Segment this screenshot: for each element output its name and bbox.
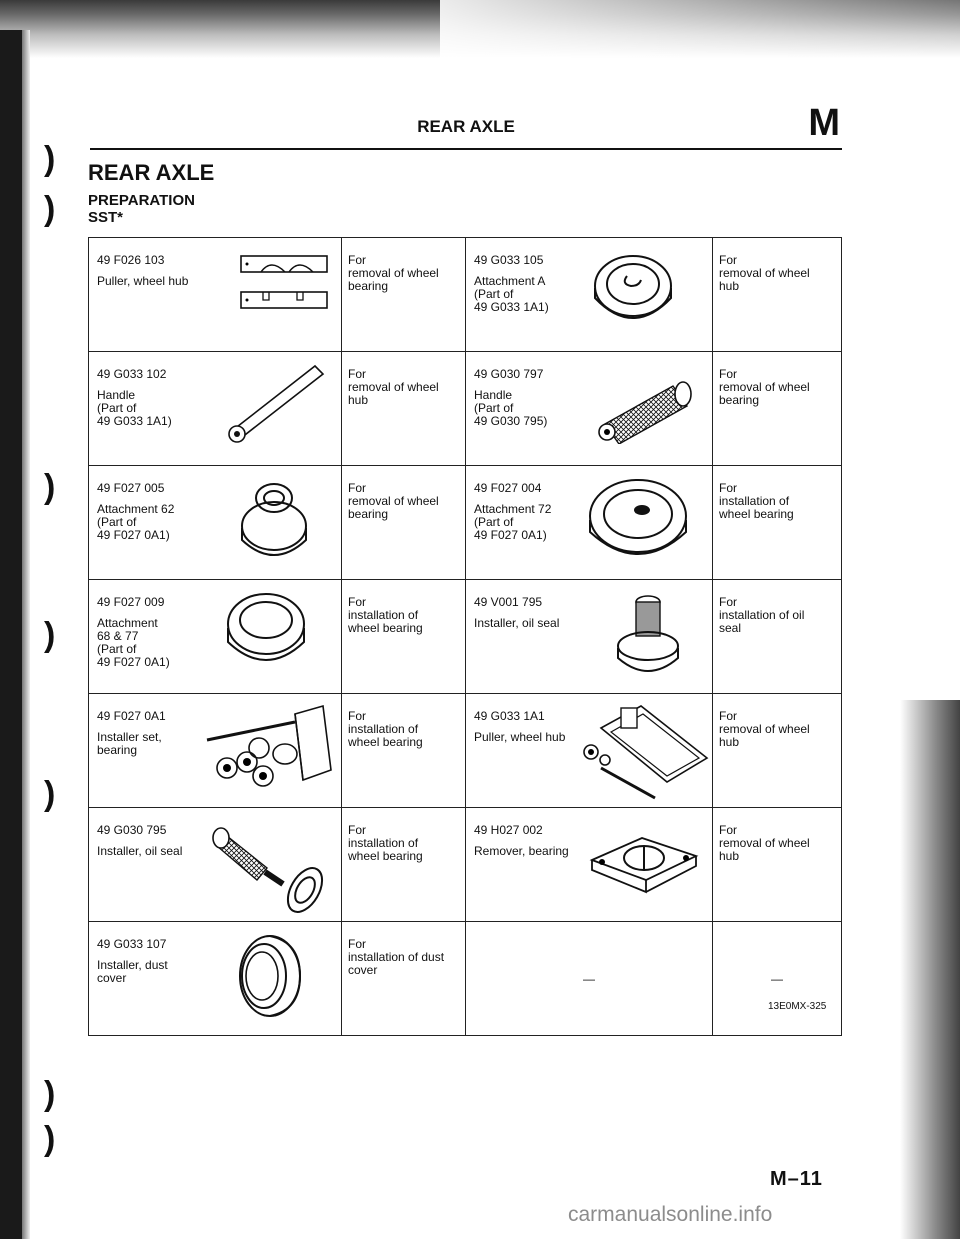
purpose-line: installation of oil: [719, 608, 805, 622]
tool-name-line: Puller, wheel hub: [474, 730, 566, 744]
part-number: 49 F026 103: [97, 253, 165, 267]
purpose-cell: [342, 238, 466, 352]
purpose-line: For: [719, 823, 737, 837]
purpose-line: removal of wheel: [719, 836, 810, 850]
tool-cell: [466, 352, 713, 466]
purpose-cell: [342, 808, 466, 922]
purpose-line: bearing: [348, 507, 389, 521]
tool-name-line: Attachment A: [474, 274, 546, 288]
purpose-line: cover: [348, 963, 378, 977]
watermark: carmanualsonline.info: [568, 1203, 773, 1226]
purpose-line: For: [348, 367, 366, 381]
purpose-line: For: [348, 709, 366, 723]
header-title: REAR AXLE: [417, 117, 515, 136]
table-row: [89, 352, 842, 466]
purpose-cell: [713, 580, 842, 694]
attachment-cup-large-icon: [586, 474, 690, 570]
part-number: 49 F027 005: [97, 481, 165, 495]
tool-cell-empty: —: [466, 922, 713, 1036]
binder-ring-icon: ): [44, 775, 56, 813]
purpose-line: removal of wheel: [348, 494, 439, 508]
sst-table: [88, 237, 842, 1036]
tool-name-line: (Part of: [97, 642, 137, 656]
binder-ring-icon: ): [44, 468, 56, 506]
tool-name-line: 68 & 77: [97, 629, 139, 643]
tool-cell: [466, 694, 713, 808]
tool-name-line: Installer set,: [97, 730, 162, 744]
binder-edge: [0, 30, 22, 1239]
binder-ring-icon: ): [44, 1075, 56, 1113]
purpose-line: removal of wheel: [719, 722, 810, 736]
tool-cell: [466, 238, 713, 352]
purpose-line: seal: [719, 621, 742, 635]
binder-ring-icon: ): [44, 1120, 56, 1158]
purpose-cell: [713, 238, 842, 352]
wheel-hub-puller-icon: [239, 250, 331, 314]
purpose-cell: [342, 922, 466, 1036]
part-number: 49 G030 797: [474, 367, 544, 381]
tool-cell: [89, 580, 342, 694]
purpose-cell: [342, 352, 466, 466]
purpose-line: installation of: [348, 608, 419, 622]
table-row: [89, 580, 842, 694]
oil-seal-installer-icon: [616, 590, 686, 680]
tool-name-line: (Part of: [474, 515, 514, 529]
table-row: [89, 808, 842, 922]
part-number: 49 F027 0A1: [97, 709, 166, 723]
binder-gap: [22, 30, 30, 1239]
tool-name-line: 49 F027 0A1): [97, 528, 170, 542]
section-subheading: PREPARATION SST*: [88, 192, 195, 226]
purpose-line: hub: [719, 849, 740, 863]
scan-right-shadow: [900, 700, 960, 1239]
purpose-line: installation of: [719, 494, 790, 508]
tool-cell: [89, 466, 342, 580]
purpose-line: removal of wheel: [348, 266, 439, 280]
purpose-line: installation of: [348, 836, 419, 850]
table-row: [89, 694, 842, 808]
purpose-line: For: [719, 481, 737, 495]
tool-name-line: Attachment: [97, 616, 158, 630]
tool-name-line: 49 G033 1A1): [97, 414, 172, 428]
tool-name-line: 49 G033 1A1): [474, 300, 549, 314]
knurled-handle-icon: [591, 372, 701, 444]
tool-name-line: (Part of: [97, 515, 137, 529]
figure-reference: 13E0MX-325: [768, 1001, 827, 1012]
tool-cell: [89, 922, 342, 1036]
purpose-cell: [342, 580, 466, 694]
part-number: 49 G033 102: [97, 367, 167, 381]
tool-name-line: Attachment 62: [97, 502, 175, 516]
tool-name-line: 49 F027 0A1): [474, 528, 547, 542]
purpose-cell: [713, 694, 842, 808]
tool-name-line: (Part of: [97, 401, 137, 415]
tool-cell: [89, 694, 342, 808]
hub-puller-assembly-icon: [581, 698, 711, 802]
tool-name-line: 49 F027 0A1): [97, 655, 170, 669]
page-title: REAR AXLE: [88, 160, 215, 185]
purpose-line: For: [348, 937, 366, 951]
tool-name-line: 49 G030 795): [474, 414, 548, 428]
tool-cell: [89, 808, 342, 922]
table-row: [89, 922, 842, 1036]
tool-name-line: Handle: [474, 388, 513, 402]
tool-cell: [89, 352, 342, 466]
part-number: 49 G030 795: [97, 823, 167, 837]
part-number: 49 G033 1A1: [474, 709, 545, 723]
bearing-remover-icon: [586, 816, 702, 912]
purpose-line: For: [348, 253, 366, 267]
part-number: 49 H027 002: [474, 823, 543, 837]
purpose-cell: [713, 352, 842, 466]
purpose-cell: [713, 808, 842, 922]
tool-name-line: Installer, oil seal: [97, 844, 183, 858]
purpose-cell: [342, 694, 466, 808]
purpose-line: For: [348, 823, 366, 837]
purpose-line: For: [719, 595, 737, 609]
purpose-cell-empty: —: [713, 922, 842, 1036]
tool-name-line: Puller, wheel hub: [97, 274, 189, 288]
attachment-ring-icon: [591, 248, 675, 332]
purpose-line: hub: [348, 393, 369, 407]
purpose-line: bearing: [348, 279, 389, 293]
section-letter: M: [808, 102, 840, 144]
handle-bar-icon: [219, 360, 331, 446]
tool-cell: [89, 238, 342, 352]
tool-name-line: Installer, oil seal: [474, 616, 560, 630]
running-header: [90, 102, 842, 150]
tool-name-line: cover: [97, 971, 127, 985]
purpose-line: removal of wheel: [348, 380, 439, 394]
part-number: 49 F027 009: [97, 595, 165, 609]
tool-name-line: (Part of: [474, 287, 514, 301]
part-number: 49 V001 795: [474, 595, 543, 609]
tool-name-line: Attachment 72: [474, 502, 552, 516]
purpose-line: hub: [719, 735, 740, 749]
tool-name-line: Handle: [97, 388, 136, 402]
attachment-dome-icon: [224, 590, 308, 674]
table-row: [89, 466, 842, 580]
purpose-line: installation of dust: [348, 950, 445, 964]
dust-cover-installer-icon: [224, 930, 308, 1026]
tool-name-line: Remover, bearing: [474, 844, 569, 858]
purpose-line: For: [719, 709, 737, 723]
purpose-line: wheel bearing: [348, 849, 423, 863]
page-number: M–11: [770, 1168, 823, 1190]
purpose-cell: [713, 466, 842, 580]
purpose-line: For: [719, 253, 737, 267]
installer-set-case-icon: [199, 700, 339, 796]
tool-cell: [466, 466, 713, 580]
part-number: 49 G033 105: [474, 253, 544, 267]
purpose-line: bearing: [719, 393, 760, 407]
binder-ring-icon: ): [44, 190, 56, 228]
purpose-line: installation of: [348, 722, 419, 736]
tool-name-line: (Part of: [474, 401, 514, 415]
purpose-line: For: [719, 367, 737, 381]
purpose-line: removal of wheel: [719, 380, 810, 394]
purpose-line: hub: [719, 279, 740, 293]
tool-cell: [466, 808, 713, 922]
purpose-line: For: [348, 595, 366, 609]
purpose-cell: [342, 466, 466, 580]
purpose-line: wheel bearing: [348, 621, 423, 635]
tool-name-line: Installer, dust: [97, 958, 168, 972]
part-number: 49 F027 004: [474, 481, 542, 495]
attachment-cup-icon: [239, 476, 309, 564]
scan-top-shadow: [0, 0, 960, 58]
purpose-line: removal of wheel: [719, 266, 810, 280]
binder-ring-icon: ): [44, 140, 56, 178]
part-number: 49 G033 107: [97, 937, 167, 951]
tool-name-line: bearing: [97, 743, 138, 757]
purpose-line: wheel bearing: [719, 507, 794, 521]
purpose-line: For: [348, 481, 366, 495]
oil-seal-installer-handle-icon: [209, 818, 333, 918]
table-row: [89, 238, 842, 352]
binder-ring-icon: ): [44, 616, 56, 654]
tool-cell: [466, 580, 713, 694]
purpose-line: wheel bearing: [348, 735, 423, 749]
